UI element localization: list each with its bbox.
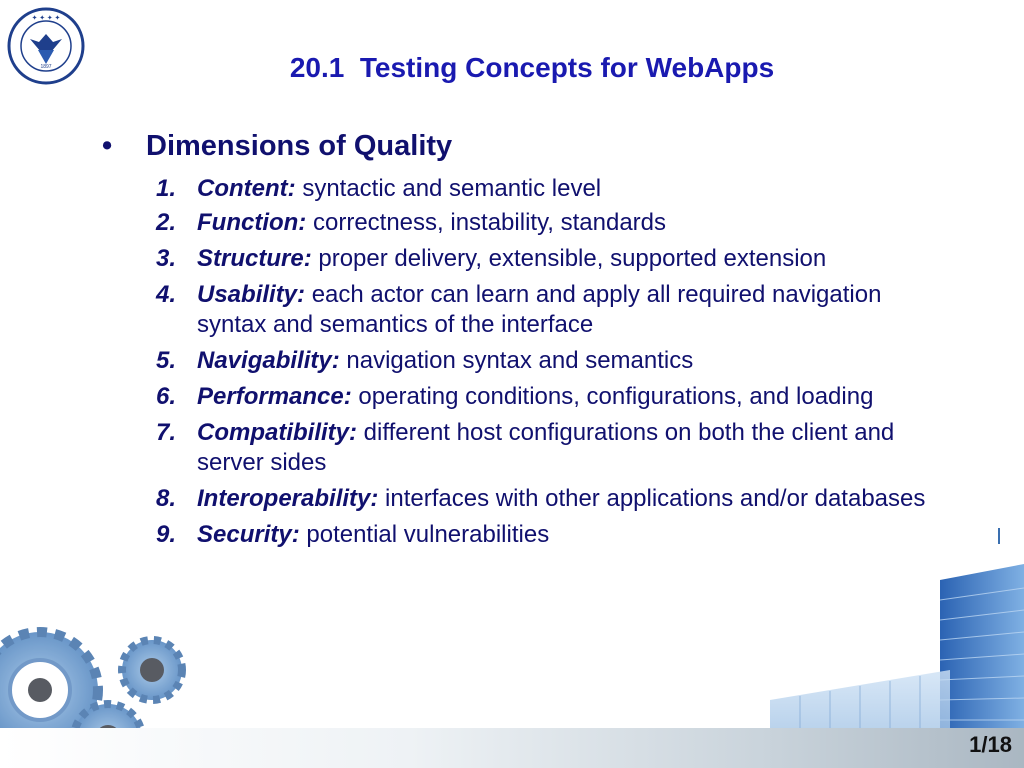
- item-description: different host configurations on both the client and server sides: [197, 419, 895, 476]
- item-number: 2.: [156, 209, 177, 236]
- item-number: 1.: [156, 175, 177, 202]
- item-term: Compatibility:: [197, 419, 357, 446]
- quality-dimensions-list: [156, 174, 936, 556]
- item-term: Structure:: [197, 245, 312, 272]
- item-term: Usability:: [197, 281, 306, 308]
- bullet-symbol: •: [102, 130, 113, 162]
- svg-text:✦ ✦ ✦ ✦: ✦ ✦ ✦ ✦: [31, 14, 61, 22]
- footer-band: [0, 728, 1024, 768]
- item-description: navigation syntax and semantics: [346, 347, 694, 374]
- item-term: Navigability:: [197, 347, 340, 374]
- list-item: [156, 280, 936, 340]
- svg-text:1897: 1897: [40, 64, 52, 70]
- item-number: 6.: [156, 383, 177, 410]
- list-item: [156, 244, 936, 274]
- item-description: operating conditions, configurations, and loading: [358, 383, 874, 410]
- item-term: Performance:: [197, 383, 352, 410]
- item-term: Function:: [197, 209, 307, 236]
- item-term: Security:: [197, 521, 300, 548]
- page-number: 1/18: [969, 732, 1012, 757]
- item-description: potential vulnerabilities: [306, 521, 550, 548]
- item-description: correctness, instability, standards: [312, 209, 667, 236]
- list-item: [156, 484, 936, 514]
- item-number: 3.: [156, 245, 177, 272]
- item-description: interfaces with other applications and/or databases: [385, 485, 926, 512]
- item-term: Interoperability:: [197, 485, 379, 512]
- item-number: 8.: [156, 485, 177, 512]
- list-item: [156, 382, 936, 412]
- item-description: each actor can learn and apply all required navigation syntax and semantics of the interface: [197, 281, 882, 338]
- item-description: syntactic and semantic level: [302, 175, 602, 202]
- list-item: [156, 418, 936, 478]
- list-item: [156, 208, 936, 238]
- item-number: 4.: [156, 281, 177, 308]
- slide-marker: [998, 528, 1000, 544]
- item-description: proper delivery, extensible, supported extension: [318, 245, 827, 272]
- bullet-heading: [102, 130, 452, 163]
- list-item: [156, 174, 936, 204]
- item-term: Content:: [197, 175, 296, 202]
- slide-title: 20.1 Testing Concepts for WebApps: [289, 52, 775, 83]
- list-item: [156, 346, 936, 376]
- bullet-heading-text: Dimensions of Quality: [146, 130, 453, 162]
- item-number: 7.: [156, 419, 177, 446]
- item-number: 9.: [156, 521, 177, 548]
- item-number: 5.: [156, 347, 177, 374]
